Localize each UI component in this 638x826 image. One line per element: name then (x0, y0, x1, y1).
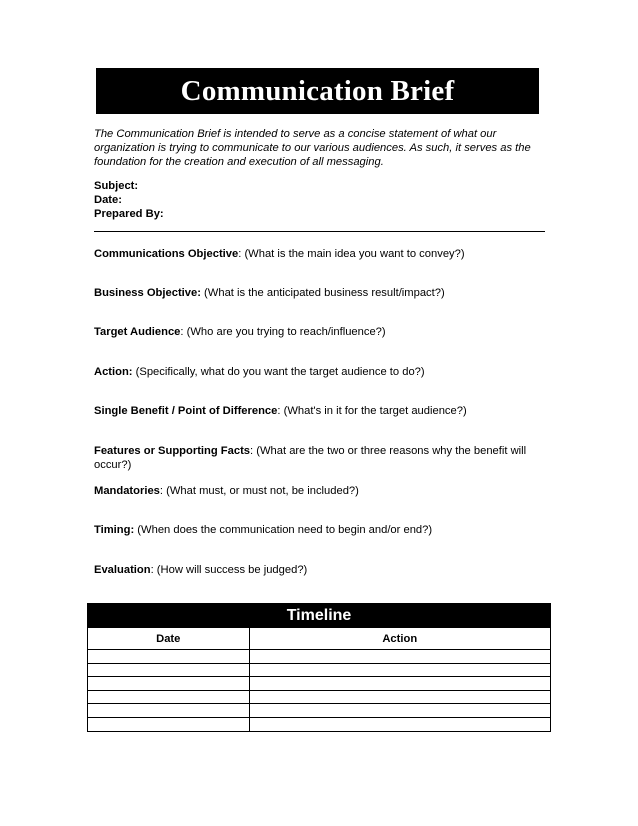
title-bar (96, 68, 539, 114)
action-cell[interactable] (249, 704, 550, 718)
intro-paragraph: The Communication Brief is intended to serve as a concise statement of what our organization is trying to communicate to our various audiences. As such, it serves as the foundation for the creation and execution of all messaging. (94, 128, 531, 169)
section-business-objective (94, 286, 544, 300)
action-cell[interactable] (249, 717, 550, 730)
table-row (88, 650, 550, 664)
prepared-by-label: Prepared By: (94, 208, 164, 220)
date-cell[interactable] (88, 650, 249, 664)
action-cell[interactable] (249, 677, 550, 691)
section-label: Communications Objective (94, 248, 239, 260)
section-text: (When does the communication need to begin and/or end?) (134, 524, 433, 536)
section-text: : (Who are you trying to reach/influence?) (180, 326, 386, 338)
divider-line (94, 231, 545, 232)
action-cell[interactable] (249, 650, 550, 664)
section-text: : (What are the two or three reasons why the benefit will occur?) (94, 445, 527, 472)
action-cell[interactable] (249, 663, 550, 677)
section-single-benefit (94, 404, 544, 418)
header-row (88, 628, 550, 650)
section-mandatories (94, 484, 544, 498)
date-cell[interactable] (88, 704, 249, 718)
section-text: : (How will success be judged?) (150, 564, 308, 576)
section-evaluation (94, 563, 544, 577)
section-text: (Specifically, what do you want the target audience to do?) (132, 366, 425, 378)
column-header-date: Date (88, 628, 249, 650)
date-cell[interactable] (88, 717, 249, 730)
section-label: Action: (94, 366, 133, 378)
section-features (94, 444, 544, 472)
section-text: : (What is the main idea you want to convey?) (238, 248, 465, 260)
date-label: Date: (94, 194, 122, 206)
column-header-action: Action (249, 628, 550, 650)
table-row (88, 690, 550, 704)
section-label: Target Audience (94, 326, 181, 338)
meta-fields (94, 179, 164, 221)
section-label: Evaluation (94, 564, 151, 576)
section-target-audience (94, 325, 544, 339)
subject-label: Subject: (94, 180, 139, 192)
section-text: (What is the anticipated business result/impact?) (200, 287, 445, 299)
section-label: Business Objective: (94, 287, 201, 299)
date-cell[interactable] (88, 663, 249, 677)
action-cell[interactable] (249, 690, 550, 704)
section-communications-objective (94, 247, 544, 261)
section-text: : (What must, or must not, be included?) (159, 485, 359, 497)
timeline-table (87, 603, 551, 732)
section-label: Timing: (94, 524, 135, 536)
section-text: : (What's in it for the target audience?) (277, 405, 467, 417)
section-label: Single Benefit / Point of Difference (94, 405, 278, 417)
section-action (94, 365, 544, 379)
date-cell[interactable] (88, 677, 249, 691)
date-cell[interactable] (88, 690, 249, 704)
page-title: Communication Brief (180, 74, 455, 107)
timeline-title: Timeline (88, 604, 550, 628)
section-label: Features or Supporting Facts (94, 445, 251, 457)
timeline-grid (88, 628, 550, 731)
table-row (88, 663, 550, 677)
section-label: Mandatories (94, 485, 160, 497)
table-row (88, 717, 550, 730)
table-row (88, 677, 550, 691)
table-row (88, 704, 550, 718)
section-timing (94, 523, 544, 537)
